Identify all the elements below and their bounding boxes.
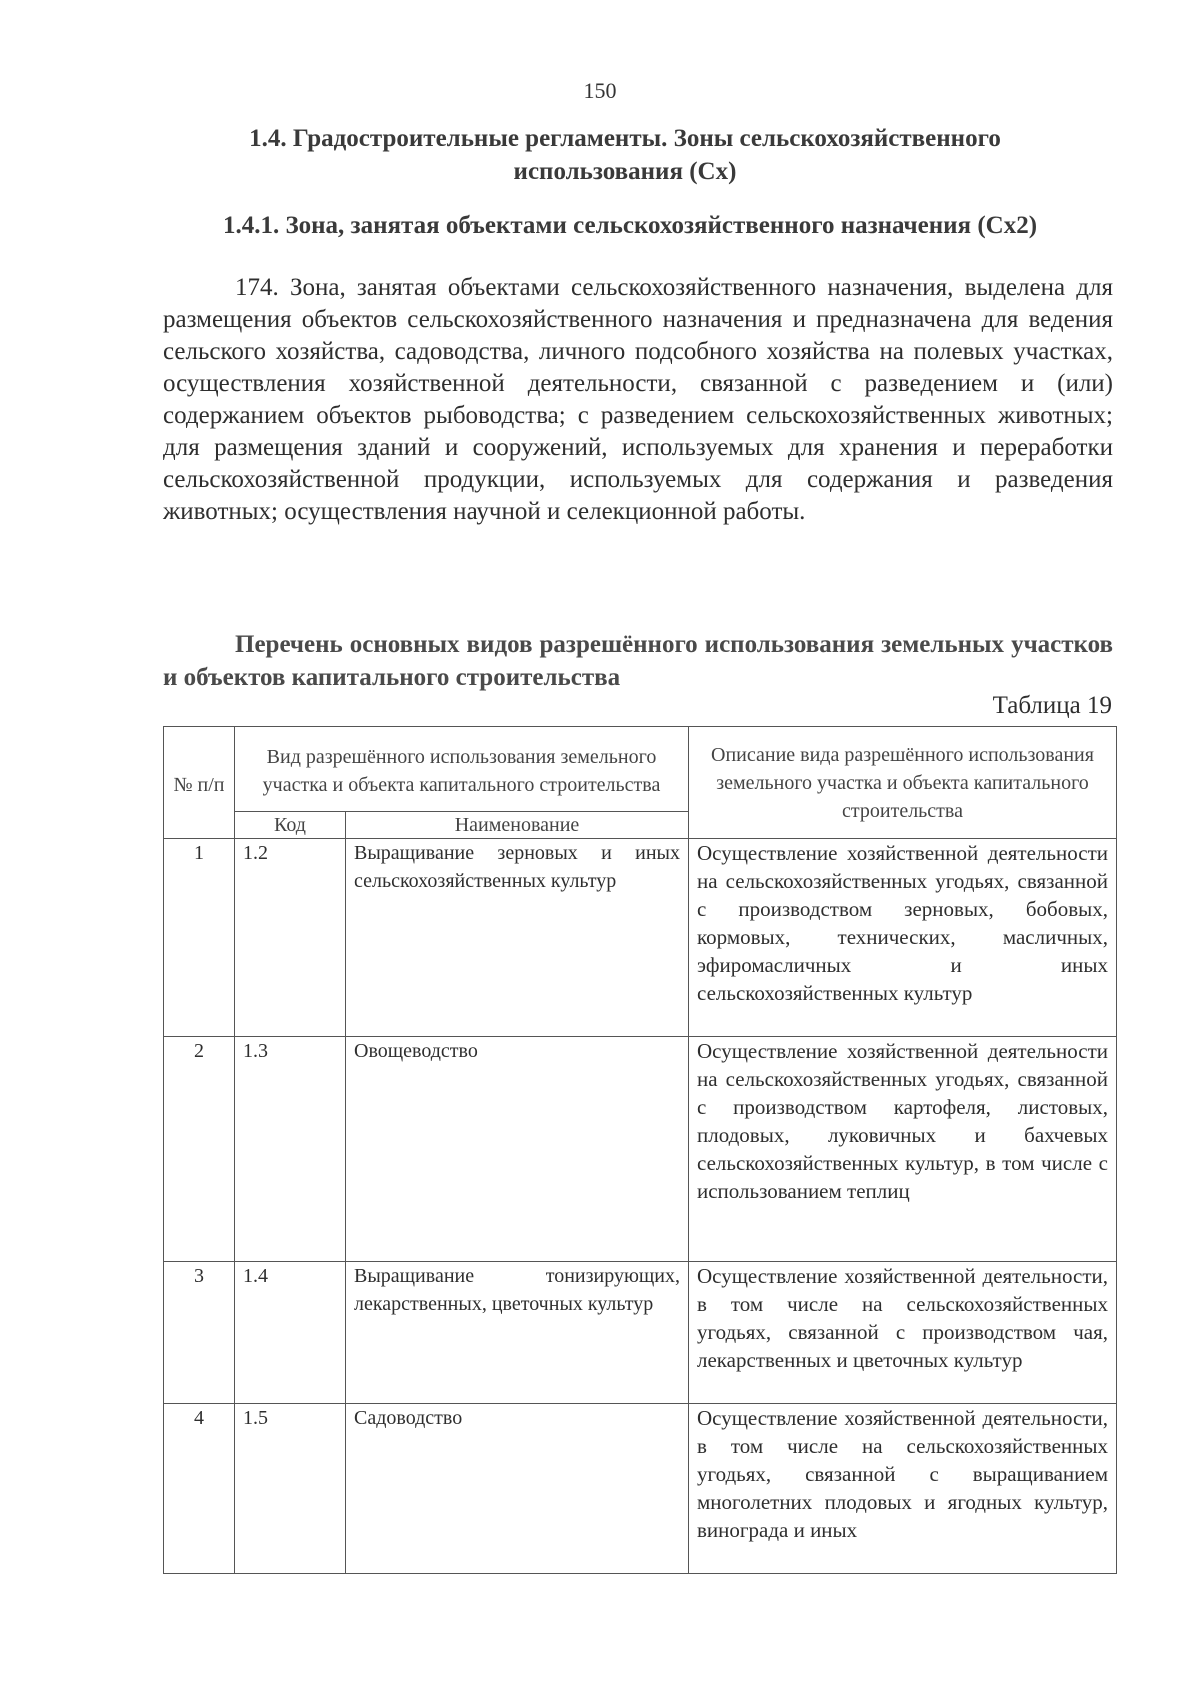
table-caption: Таблица 19	[992, 692, 1112, 719]
row-name: Овощеводство	[346, 1037, 689, 1262]
table-row	[164, 1037, 1117, 1262]
row-desc: Осуществление хозяйственной деятельности на сельскохозяйственных угодьях, связанной с производством зерновых, бобовых, кормовых, технических, масличных, эфиромасличных и иных сельскохозяйственных культур	[689, 839, 1117, 1037]
row-desc: Осуществление хозяйственной деятельности, в том числе на сельскохозяйственных угодьях, связанной с выращиванием многолетних плодовых и ягодных культур, винограда и иных	[689, 1404, 1117, 1574]
row-name: Выращивание тонизирующих, лекарственных, цветочных культур	[346, 1262, 689, 1404]
header-name: Наименование	[346, 812, 689, 839]
row-no: 4	[164, 1404, 235, 1574]
table-row	[164, 839, 1117, 1037]
row-code: 1.5	[235, 1404, 346, 1574]
subsection-heading: 1.4.1. Зона, занятая объектами сельскохозяйственного назначения (Сх2)	[222, 212, 1038, 239]
section-heading	[160, 122, 1090, 188]
permitted-use-table	[163, 726, 1117, 1574]
row-no: 2	[164, 1037, 235, 1262]
section-heading-line1: 1.4. Градостроительные регламенты. Зоны сельскохозяйственного	[249, 125, 1001, 152]
header-no: № п/п	[164, 727, 235, 839]
row-desc: Осуществление хозяйственной деятельности, в том числе на сельскохозяйственных угодьях, связанной с производством чая, лекарственных и цветочных культур	[689, 1262, 1117, 1404]
row-no: 1	[164, 839, 235, 1037]
table-row	[164, 1404, 1117, 1574]
table-row	[164, 1262, 1117, 1404]
header-desc: Описание вида разрешённого использования земельного участка и объекта капитального строительства	[689, 727, 1117, 839]
header-code: Код	[235, 812, 346, 839]
row-code: 1.2	[235, 839, 346, 1037]
row-name: Садоводство	[346, 1404, 689, 1574]
list-title: Перечень основных видов разрешённого использования земельных участков и объектов капитального строительства	[163, 631, 1113, 691]
row-code: 1.4	[235, 1262, 346, 1404]
row-no: 3	[164, 1262, 235, 1404]
row-name: Выращивание зерновых и иных сельскохозяйственных культур	[346, 839, 689, 1037]
row-code: 1.3	[235, 1037, 346, 1262]
section-heading-line2: использования (Сх)	[513, 158, 737, 185]
row-desc: Осуществление хозяйственной деятельности на сельскохозяйственных угодьях, связанной с производством картофеля, листовых, плодовых, луковичных и бахчевых сельскохозяйственных культур, в том числе с использованием теплиц	[689, 1037, 1117, 1262]
header-vid: Вид разрешённого использования земельного участка и объекта капитального строительства	[235, 727, 689, 812]
page-number: 150	[583, 78, 617, 103]
zone-description-paragraph: 174. Зона, занятая объектами сельскохозяйственного назначения, выделена для размещения объектов сельскохозяйственного назначения и предназначена для ведения сельского хозяйства, садоводства, личного подсобного хозяйства на полевых участках, осуществления хозяйственной деятельности, связанной с разведением и (или) содержанием объектов рыбоводства; с разведением сельскохозяйственных животных; для размещения зданий и сооружений, используемых для хранения и переработки сельскохозяйственной продукции, используемых для содержания и разведения животных; осуществления научной и селекционной работы.	[163, 274, 1113, 525]
